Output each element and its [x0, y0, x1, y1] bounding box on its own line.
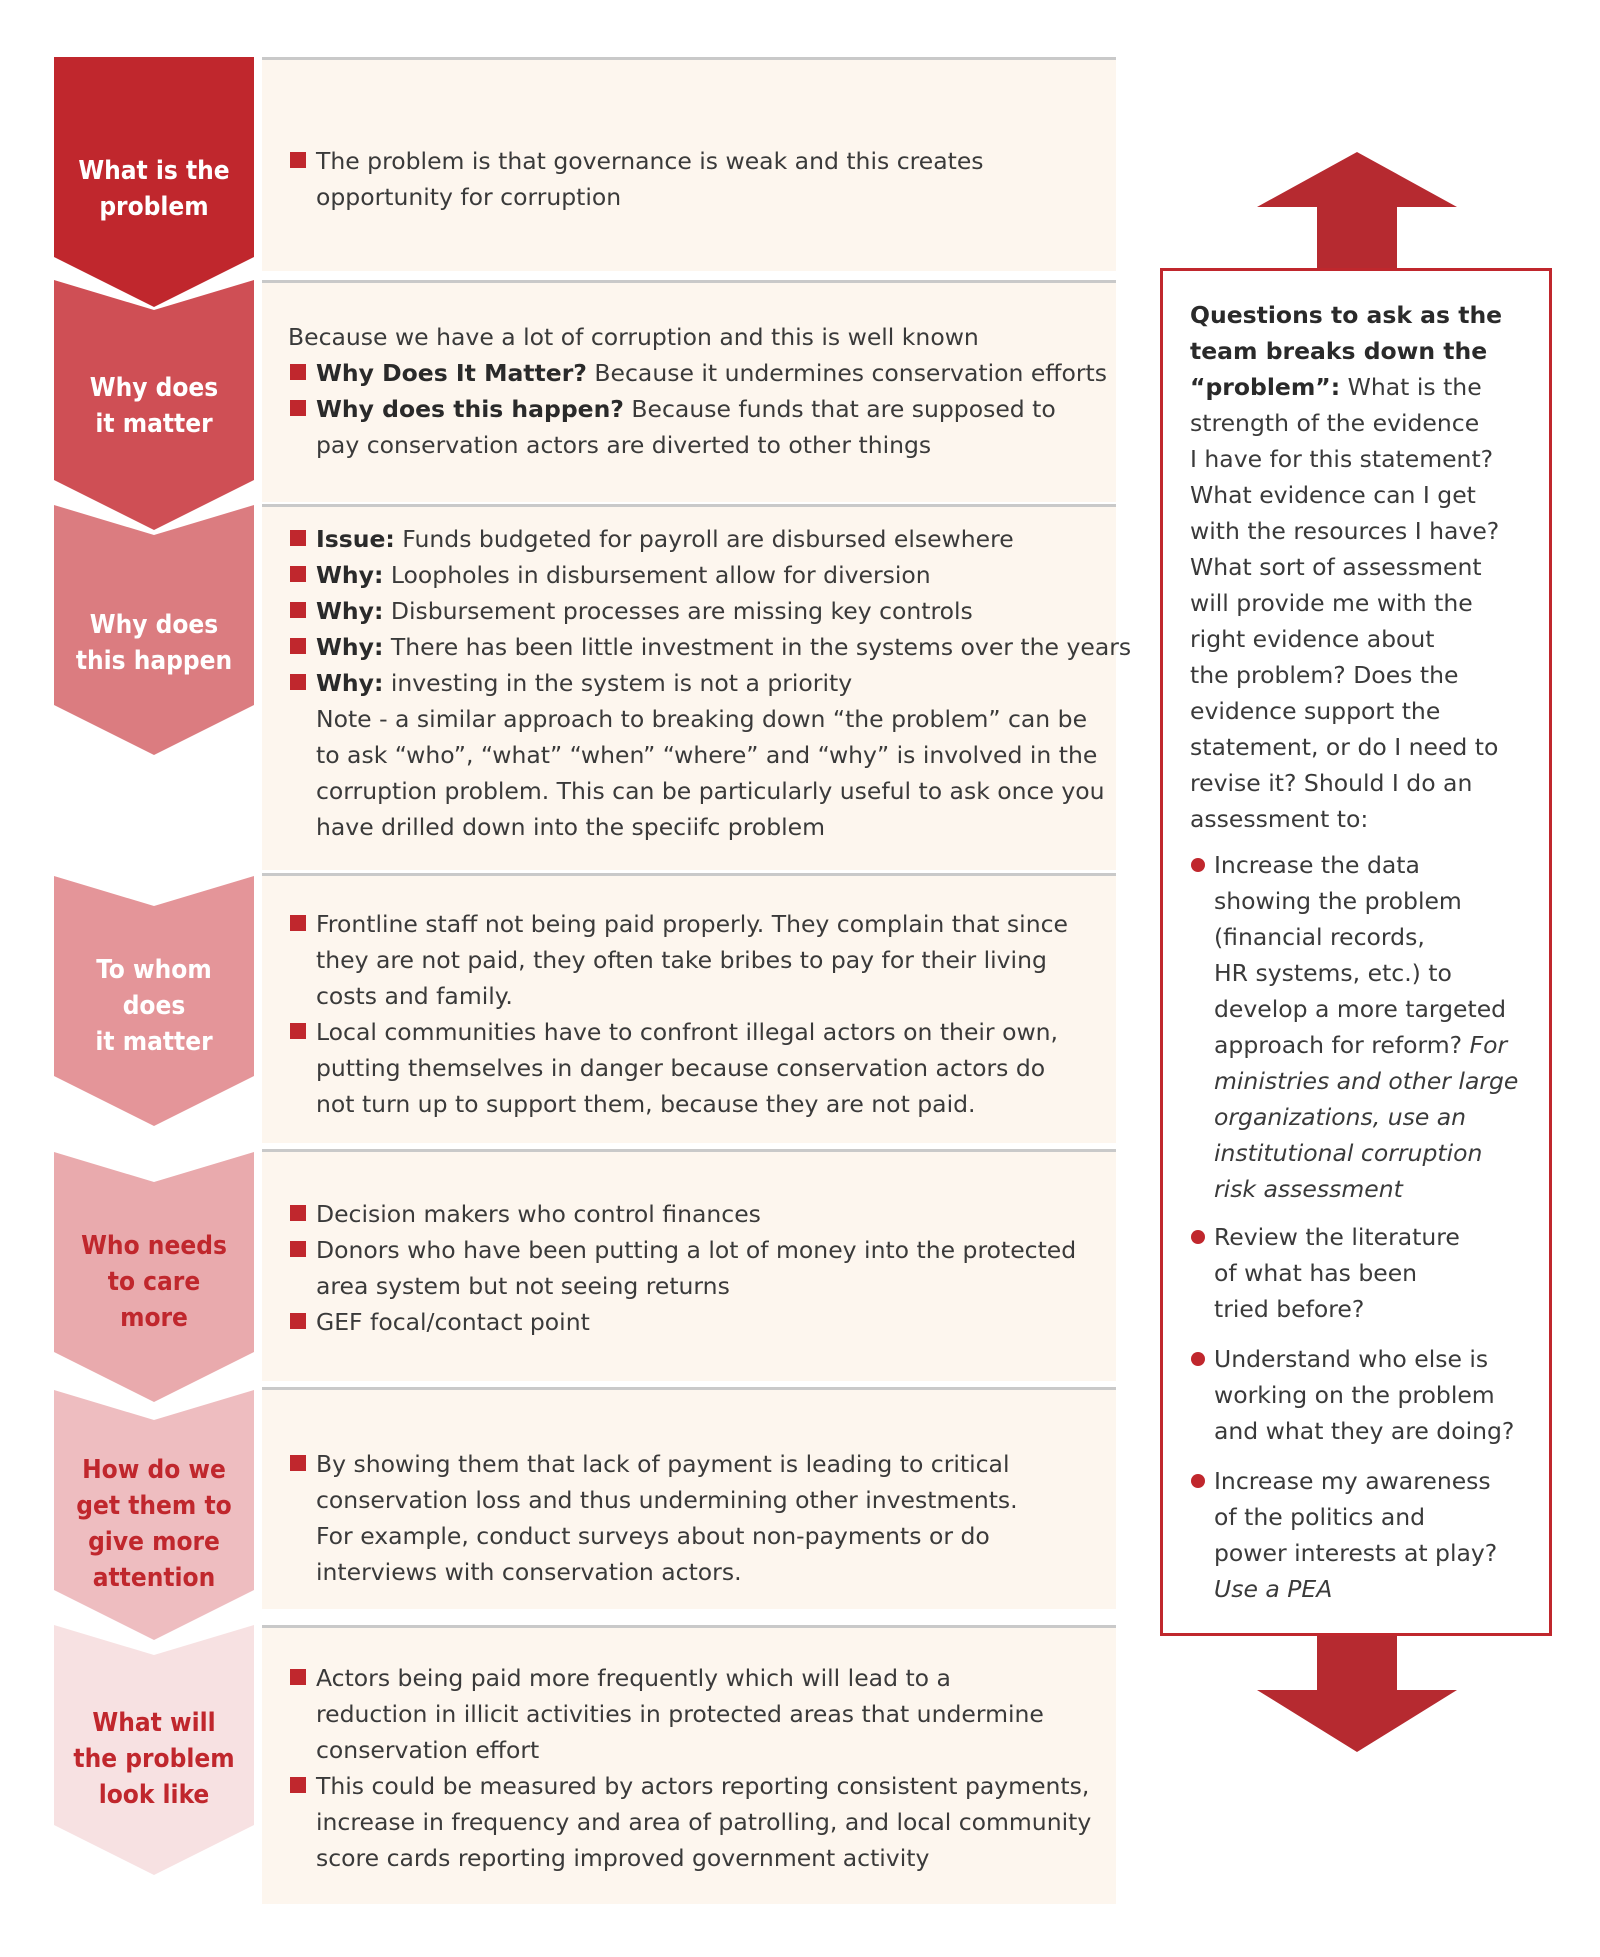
section-to-whom-does-it-matter: [262, 873, 1116, 1143]
questions-line: [1190, 405, 1535, 441]
questions-line: [1190, 765, 1535, 801]
item-line: Increase the data: [1214, 851, 1420, 879]
bullet-item: [288, 557, 1108, 593]
section-content: [288, 1196, 1108, 1340]
chevron-label: [54, 952, 254, 1060]
item-line: of the politics and: [1214, 1503, 1426, 1531]
item-italic-text: organizations, use an: [1214, 1103, 1467, 1131]
chevron-label-line: more: [120, 1303, 188, 1333]
item-line: (financial records,: [1214, 923, 1425, 951]
chevron-label: [54, 1705, 254, 1813]
questions-text: the problem? Does the: [1190, 661, 1459, 689]
chevron-label-line: Who needs: [81, 1231, 227, 1261]
item-italic-text: For: [1469, 1031, 1508, 1059]
questions-text: right evidence about: [1190, 625, 1435, 653]
section-what-will-the-problem-look-like: [262, 1625, 1116, 1904]
square-bullet-icon: [290, 1313, 306, 1329]
bullet-text: There has been little investment in the systems over the years: [383, 633, 1132, 661]
section-who-needs-to-care-more: [262, 1149, 1116, 1381]
bullet-line: conservation loss and thus undermining other investments.: [316, 1486, 1018, 1514]
chevron-what-will-the-problem-look-like: [54, 1625, 254, 1875]
square-bullet-icon: [290, 1241, 306, 1257]
questions-list-item: [1190, 847, 1518, 1207]
item-line: [1214, 1027, 1518, 1063]
bullet-item: [288, 1446, 1108, 1590]
item-line: power interests at play?: [1214, 1539, 1498, 1567]
item-line: [1214, 1571, 1497, 1607]
item-line: tried before?: [1214, 1295, 1365, 1323]
square-bullet-icon: [290, 566, 306, 582]
round-bullet-icon: [1191, 1230, 1205, 1244]
item-line: Increase my awareness: [1214, 1467, 1491, 1495]
bullet-line: reduction in illicit activities in protected areas that undermine: [316, 1700, 1044, 1728]
bullet-line: they are not paid, they often take bribes to pay for their living: [316, 946, 1047, 974]
bullet-line: not turn up to support them, because they are not paid.: [316, 1090, 976, 1118]
section-how-do-we-get-them-to-give-more-attention: [262, 1387, 1116, 1609]
bold-lead: Why:: [316, 669, 384, 697]
bullet-line: area system but not seeing returns: [316, 1272, 730, 1300]
bullet-line: For example, conduct surveys about non-payments or do: [316, 1522, 990, 1550]
bullet-text: Because funds that are supposed to: [623, 395, 1056, 423]
questions-text: I have for this statement?: [1190, 445, 1494, 473]
bullet-item: [288, 1304, 1108, 1340]
bullet-line: By showing them that lack of payment is leading to critical: [316, 1450, 1010, 1478]
chevron-label-line: the problem: [73, 1744, 235, 1774]
item-line: Understand who else is: [1214, 1345, 1489, 1373]
note-block: [288, 701, 1108, 845]
questions-line: [1190, 513, 1535, 549]
questions-text: will provide me with the: [1190, 589, 1473, 617]
chevron-label: [54, 1452, 254, 1596]
square-bullet-icon: [290, 1455, 306, 1471]
bullet-text: Disbursement processes are missing key controls: [383, 597, 973, 625]
chevron-what-is-the-problem: [54, 57, 254, 307]
bullet-item: [288, 1232, 1108, 1304]
bold-lead: Why Does It Matter?: [316, 359, 587, 387]
square-bullet-icon: [290, 1205, 306, 1221]
questions-text: with the resources I have?: [1190, 517, 1500, 545]
bullet-item: [288, 906, 1108, 1014]
bullet-line: opportunity for corruption: [316, 183, 622, 211]
chevron-why-does-this-happen: [54, 505, 254, 755]
questions-line: [1190, 333, 1535, 369]
item-line: working on the problem: [1214, 1381, 1495, 1409]
item-italic-text: Use a PEA: [1214, 1575, 1333, 1603]
questions-heading: “problem”:: [1190, 373, 1341, 401]
bullet-text: Because it undermines conservation efforts: [586, 359, 1107, 387]
section-content: [288, 521, 1132, 845]
section-content: [288, 1446, 1108, 1590]
section-content: [288, 319, 1108, 463]
item-text: approach for reform?: [1214, 1031, 1470, 1059]
square-bullet-icon: [290, 1023, 306, 1039]
section-content: [288, 143, 1108, 215]
bullet-text: Funds budgeted for payroll are disbursed elsewhere: [394, 525, 1014, 553]
questions-line: [1190, 801, 1535, 837]
note-line: have drilled down into the speciifc problem: [316, 813, 826, 841]
bullet-line: Local communities have to confront illegal actors on their own,: [316, 1018, 1059, 1046]
note-line: Note - a similar approach to breaking down “the problem” can be: [316, 705, 1088, 733]
bullet-item: [288, 143, 1108, 215]
questions-list-item: [1190, 1463, 1497, 1607]
round-bullet-icon: [1191, 858, 1205, 872]
bullet-item: [288, 521, 1108, 557]
chevron-to-whom-does-it-matter: [54, 876, 254, 1126]
bullet-text: Loopholes in disbursement allow for diversion: [383, 561, 931, 589]
chevron-label-line: this happen: [75, 646, 233, 676]
bullet-item: [288, 1014, 1108, 1122]
questions-line: [1190, 693, 1535, 729]
bullet-line: conservation effort: [316, 1736, 540, 1764]
chevron-label-line: look like: [98, 1780, 210, 1810]
chevron-why-does-it-matter: [54, 280, 254, 530]
section-why-does-this-happen: [262, 504, 1132, 870]
questions-text: statement, or do I need to: [1190, 733, 1499, 761]
square-bullet-icon: [290, 530, 306, 546]
chevron-label-line: To whom: [96, 955, 212, 985]
questions-list-item: [1190, 1341, 1514, 1449]
bold-lead: Why:: [316, 561, 384, 589]
chevron-label: [54, 153, 254, 225]
square-bullet-icon: [290, 400, 306, 416]
bullet-item: [288, 1196, 1108, 1232]
section-content: [288, 1660, 1108, 1876]
item-line: of what has been: [1214, 1259, 1418, 1287]
item-line: [1214, 1171, 1518, 1207]
bullet-item: [288, 629, 1132, 665]
bullet-text: investing in the system is not a priority: [383, 669, 853, 697]
bullet-item: [288, 391, 1108, 463]
chevron-label-line: How do we: [82, 1455, 226, 1485]
chevron-label: [54, 1228, 254, 1336]
questions-text: What evidence can I get: [1190, 481, 1476, 509]
square-bullet-icon: [290, 674, 306, 690]
bullet-line: interviews with conservation actors.: [316, 1558, 742, 1586]
chevron-label-line: Why does: [89, 373, 219, 403]
bold-lead: Why:: [316, 633, 384, 661]
questions-text: What is the: [1340, 373, 1482, 401]
questions-heading: Questions to ask as the: [1190, 301, 1503, 329]
bold-lead: Issue:: [316, 525, 395, 553]
questions-line: [1190, 441, 1535, 477]
item-line: [1214, 1063, 1518, 1099]
bullet-line: The problem is that governance is weak and this creates: [316, 147, 984, 175]
bullet-line: increase in frequency and area of patrolling, and local community: [316, 1808, 1092, 1836]
chevron-label-line: it matter: [95, 409, 213, 439]
note-line: to ask “who”, “what” “when” “where” and “why” is involved in the: [316, 741, 1098, 769]
chevron-label-line: attention: [92, 1563, 216, 1593]
bullet-line: Actors being paid more frequently which will lead to a: [316, 1664, 951, 1692]
square-bullet-icon: [290, 1669, 306, 1685]
square-bullet-icon: [290, 364, 306, 380]
section-content: [288, 906, 1108, 1122]
questions-line: [1190, 585, 1535, 621]
bullet-line: pay conservation actors are diverted to other things: [316, 431, 932, 459]
square-bullet-icon: [290, 915, 306, 931]
questions-line: [1190, 297, 1535, 333]
bullet-item: [288, 593, 1108, 629]
bold-lead: Why does this happen?: [316, 395, 624, 423]
bullet-line: putting themselves in danger because conservation actors do: [316, 1054, 1046, 1082]
plain-line: Because we have a lot of corruption and this is well known: [288, 323, 979, 351]
questions-intro: [1190, 297, 1535, 837]
chevron-label-line: to care: [107, 1267, 201, 1297]
chevron-who-needs-to-care-more: [54, 1152, 254, 1402]
questions-text: evidence support the: [1190, 697, 1441, 725]
item-line: develop a more targeted: [1214, 995, 1507, 1023]
chevron-label-line: get them to: [76, 1491, 232, 1521]
item-line: [1214, 1099, 1518, 1135]
item-line: HR systems, etc.) to: [1214, 959, 1452, 987]
item-italic-text: ministries and other large: [1214, 1067, 1519, 1095]
chevron-label-line: problem: [99, 192, 209, 222]
chevron-label-line: does: [122, 991, 186, 1021]
bullet-line: costs and family.: [316, 982, 513, 1010]
chevron-label-line: give more: [88, 1527, 220, 1557]
bullet-item: [288, 1660, 1108, 1768]
item-line: [1214, 1135, 1518, 1171]
questions-text: strength of the evidence: [1190, 409, 1480, 437]
chevron-label-line: What will: [92, 1708, 216, 1738]
bullet-line: Frontline staff not being paid properly. They complain that since: [316, 910, 1068, 938]
chevron-label: [54, 607, 254, 679]
section-what-is-the-problem: [262, 57, 1116, 271]
round-bullet-icon: [1191, 1474, 1205, 1488]
section-why-does-it-matter: [262, 280, 1116, 502]
questions-text: What sort of assessment: [1190, 553, 1482, 581]
bullet-line: Decision makers who control finances: [316, 1200, 761, 1228]
chevron-label-line: What is the: [78, 156, 230, 186]
questions-list-item: [1190, 1219, 1460, 1327]
questions-line: [1190, 729, 1535, 765]
round-bullet-icon: [1191, 1352, 1205, 1366]
bullet-item: [288, 355, 1108, 391]
bullet-line: This could be measured by actors reporting consistent payments,: [316, 1772, 1090, 1800]
square-bullet-icon: [290, 152, 306, 168]
item-line: Review the literature: [1214, 1223, 1460, 1251]
chevron-label-line: Why does: [89, 610, 219, 640]
arrow-up-icon: [1257, 152, 1457, 272]
square-bullet-icon: [290, 602, 306, 618]
chevron-label-line: it matter: [95, 1027, 213, 1057]
item-italic-text: risk assessment: [1214, 1175, 1403, 1203]
questions-line: [1190, 621, 1535, 657]
item-italic-text: institutional corruption: [1214, 1139, 1483, 1167]
square-bullet-icon: [290, 638, 306, 654]
arrow-down-icon: [1257, 1630, 1457, 1752]
bullet-line: GEF focal/contact point: [316, 1308, 590, 1336]
questions-text: revise it? Should I do an: [1190, 769, 1473, 797]
chevron-how-do-we-get-them-to-give-more-attention: [54, 1390, 254, 1640]
bold-lead: Why:: [316, 597, 384, 625]
questions-line: [1190, 477, 1535, 513]
chevron-label: [54, 370, 254, 442]
questions-box: [1160, 268, 1552, 1636]
questions-heading: team breaks down the: [1190, 337, 1488, 365]
bullet-line: score cards reporting improved government activity: [316, 1844, 930, 1872]
questions-text: assessment to:: [1190, 805, 1369, 833]
square-bullet-icon: [290, 1777, 306, 1793]
bullet-line: Donors who have been putting a lot of money into the protected: [316, 1236, 1077, 1264]
questions-line: [1190, 549, 1535, 585]
item-line: and what they are doing?: [1214, 1417, 1515, 1445]
questions-line: [1190, 369, 1535, 405]
bullet-item: [288, 665, 1108, 701]
questions-line: [1190, 657, 1535, 693]
item-line: showing the problem: [1214, 887, 1462, 915]
note-line: corruption problem. This can be particularly useful to ask once you: [316, 777, 1105, 805]
bullet-item: [288, 1768, 1108, 1876]
